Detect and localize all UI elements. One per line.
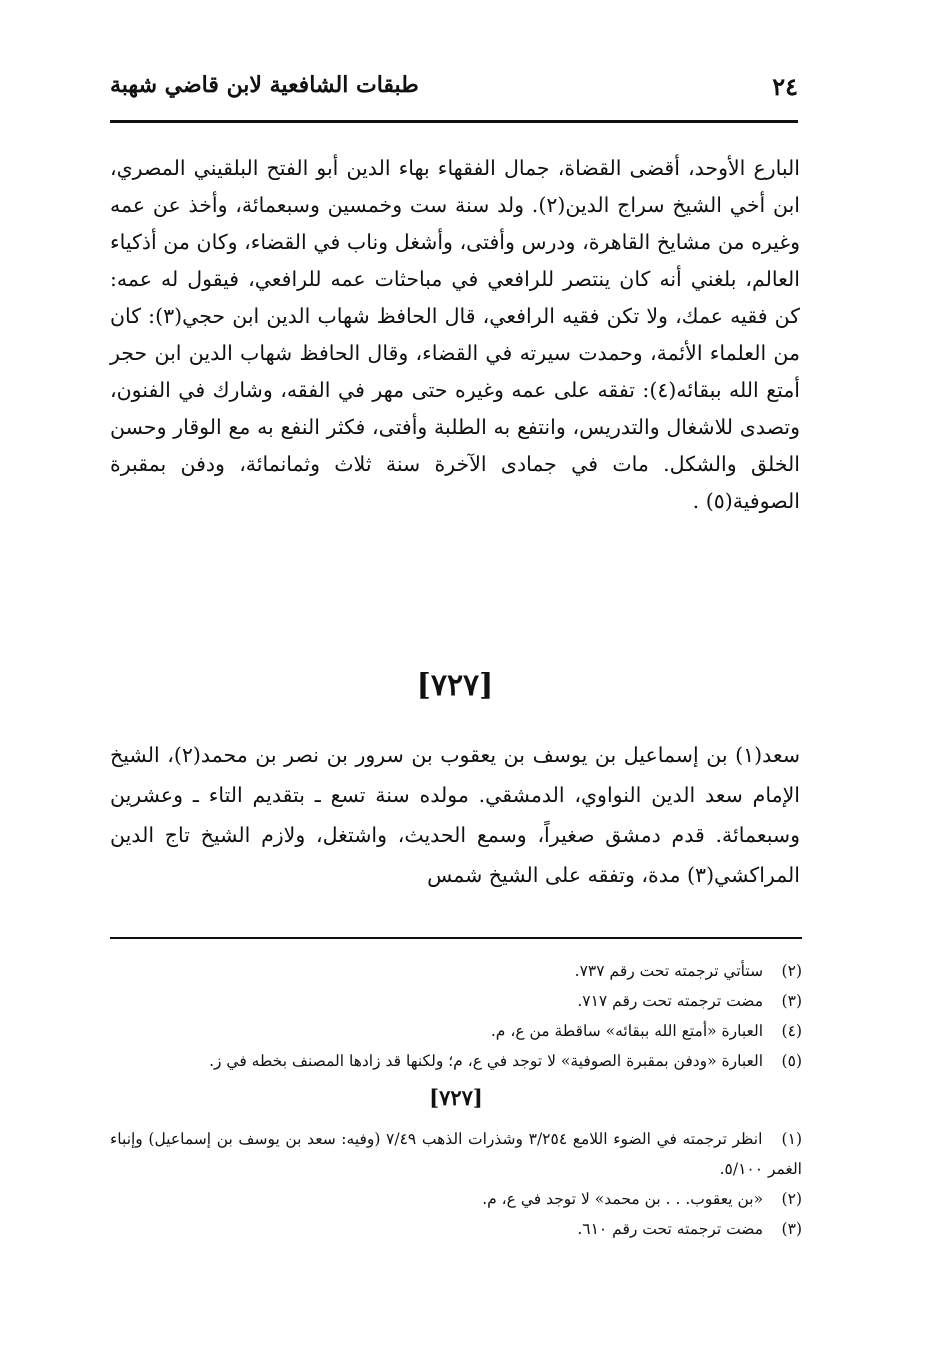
footnote-number: (١)	[781, 1130, 802, 1148]
footnote-text: مضت ترجمته تحت رقم ٧١٧.	[577, 992, 764, 1010]
footnote	[110, 1016, 802, 1046]
footnote-number: (٢)	[781, 962, 802, 980]
footnote	[110, 1214, 802, 1244]
page-number: ٢٤	[772, 72, 798, 101]
footnote-text: العبارة «ودفن بمقبرة الصوفية» لا توجد في ع، م؛ ولكنها قد زادها المصنف بخطه في ز.	[209, 1052, 764, 1070]
page-header	[110, 68, 798, 112]
footnote-text: انظر ترجمته في الضوء اللامع ٣/٢٥٤ وشذرات الذهب ٧/٤٩ (وفيه: سعد بن يوسف بن إسماعيل) وإنباء الغمر ٥/١٠٠.	[110, 1130, 802, 1178]
footnote-text: «بن يعقوب. . . بن محمد» لا توجد في ع، م.	[482, 1190, 764, 1208]
footnote-number: (٣)	[781, 992, 802, 1010]
footnote-entry-heading: [٧٢٧]	[429, 1085, 483, 1110]
entry-paragraph: سعد(١) بن إسماعيل بن يوسف بن يعقوب بن سرور بن نصر بن محمد(٢)، الشيخ الإمام سعد الدين النواوي، الدمشقي. مولده سنة تسع ـ بتقديم التاء ـ وعشرين وسبعمائة. قدم دمشق صغيراً، وسمع الحديث، واشتغل، ولازم الشيخ تاج الدين المراكشي(٣) مدة، وتفقه على الشيخ شمس	[110, 743, 800, 887]
footnote-text: مضت ترجمته تحت رقم ٦١٠.	[577, 1220, 764, 1238]
footnote	[110, 956, 802, 986]
footnote-number: (٥)	[781, 1052, 802, 1070]
footnote	[110, 1046, 802, 1076]
header-rule	[110, 120, 798, 123]
footnote-number: (٢)	[781, 1190, 802, 1208]
footnote-text: العبارة «أمتع الله ببقائه» ساقطة من ع، م.	[490, 1022, 764, 1040]
footnote	[110, 1124, 802, 1184]
footnote-number: (٤)	[781, 1022, 802, 1040]
footnote	[110, 986, 802, 1016]
running-title: طبقات الشافعية لابن قاضي شهبة	[110, 72, 419, 98]
footnote-rule	[110, 937, 802, 939]
footnote-number: (٣)	[781, 1220, 802, 1238]
footnotes	[110, 956, 802, 1244]
entry-number: [٧٢٧]	[416, 668, 494, 703]
body-paragraph: البارع الأوحد، أقضى القضاة، جمال الفقهاء بهاء الدين أبو الفتح البلقيني المصري، ابن أخي الشيخ سراج الدين(٢). ولد سنة ست وخمسين وسبعمائة، وأخذ عن عمه وغيره من مشايخ القاهرة، ودرس وأفتى، وأشغل وناب في القضاء، وكان من أذكياء العالم، بلغني أنه كان ينتصر للرافعي في مباحثات عمه للرافعي، فيقول له عمه: كن فقيه عمك، ولا تكن فقيه الرافعي، قال الحافظ شهاب الدين ابن حجي(٣): كان من العلماء الأئمة، وحمدت سيرته في القضاء، وقال الحافظ شهاب الدين ابن حجر أمتع الله ببقائه(٤): تفقه على عمه وغيره حتى مهر في الفقه، وشارك في الفنون، وتصدى للاشغال والتدريس، وانتفع به الطلبة وأفتى، فكثر النفع به مع الوقار وحسن الخلق والشكل. مات في جمادى الآخرة سنة ثلاث وثمانمائة، ودفن بمقبرة الصوفية(٥) .	[110, 156, 801, 513]
footnote-text: ستأتي ترجمته تحت رقم ٧٣٧.	[574, 962, 764, 980]
footnote	[110, 1184, 802, 1214]
